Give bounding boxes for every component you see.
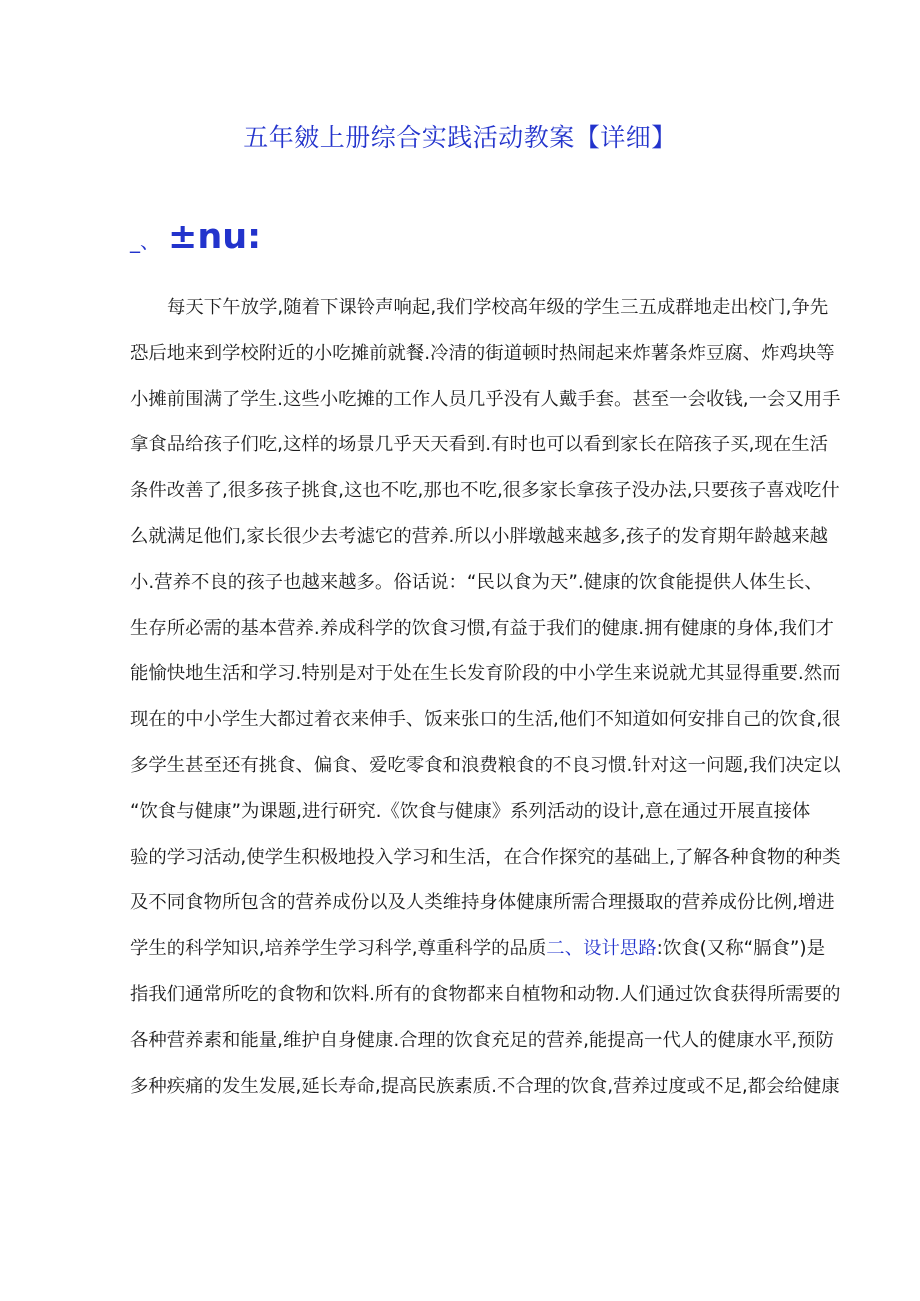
paragraph-line: 现在的中小学生大都过着衣来伸手、饭来张口的生活,他们不知道如何安排自己的饮食,很 <box>130 709 841 731</box>
line-text-before-heading: 学生的科学知识,培养学生学习科学,尊重科学的品质 <box>130 938 547 960</box>
section-heading-1 <box>130 212 261 266</box>
paragraph-line: 及不同食物所包含的营养成份以及人类维持身体健康所需合理摄取的营养成份比例,增进 <box>130 892 835 914</box>
body-text <box>130 285 841 1109</box>
paragraph-line: 条件改善了,很多孩子挑食,这也不吃,那也不吃,很多家长拿孩子没办法,只要孩子喜戏吃什 <box>130 480 840 502</box>
paragraph-line: 多学生甚至还有挑食、偏食、爱吃零食和浪费粮食的不良习惯.针对这一问题,我们决定以 <box>130 754 841 776</box>
paragraph-line: “饮食与健康”为课题,进行研究.《饮食与健康》系列活动的设计,意在通过开展直接体 <box>130 800 811 822</box>
paragraph-line: 各种营养素和能量,维护自身健康.合理的饮食充足的营养,能提高一代人的健康水平,预防 <box>130 1029 834 1051</box>
paragraph-line: 多种疾痛的发生发展,延长寿命,提高民族素质.不合理的饮食,营养过度或不足,都会给健康 <box>130 1075 840 1097</box>
paragraph-line: 生存所必需的基本营养.养成科学的饮食习惯,有益于我们的健康.拥有健康的身体,我们才 <box>130 617 834 639</box>
document-title: 五年皴上册综合实践活动教案【详细】 <box>243 123 677 152</box>
paragraph-line: 么就满足他们,家长很少去考滤它的营养.所以小胖墩越来越多,孩子的发育期年龄越来越 <box>130 525 828 547</box>
paragraph-line: 拿食品给孩子们吃,这样的场景几乎天天看到.有时也可以看到家长在陪孩子买,现在生活 <box>130 434 828 456</box>
line-text-after-heading: :饮食(又称“膈食”)是 <box>656 938 825 960</box>
paragraph-line: 每天下午放学,随着下课铃声响起,我们学校高年级的学生三五成群地走出校门,争先 <box>167 297 829 318</box>
paragraph-line: 小.营养不良的孩子也越来越多。俗话说：“民以食为天”.健康的饮食能提供人体生长、 <box>130 571 823 593</box>
paragraph-line: 小摊前围满了学生.这些小吃摊的工作人员几乎没有人戴手套。甚至一会收钱,一会又用手 <box>130 388 841 410</box>
paragraph-line: 验的学习活动,使学生积极地投入学习和生活，在合作探究的基础上,了解各种食物的种类 <box>130 846 841 868</box>
paragraph-line: 指我们通常所吃的食物和饮料.所有的食物都来自植物和动物.人们通过饮食获得所需要的 <box>130 983 841 1005</box>
section-heading-prefix: _、 <box>130 229 160 253</box>
section-heading-2: 二、设计思路 <box>546 938 657 960</box>
paragraph-line: 能愉快地生活和学习.特别是对于处在生长发育阶段的中小学生来说就尤其显得重要.然而 <box>130 663 841 685</box>
paragraph-line-with-heading <box>130 926 825 972</box>
paragraph-line: 恐后地来到学校附近的小吃摊前就餐.冷清的街道顿时热闹起来炸薯条炸豆腐、炸鸡块等 <box>130 342 835 364</box>
section-heading-text: ±nu: <box>168 217 262 257</box>
